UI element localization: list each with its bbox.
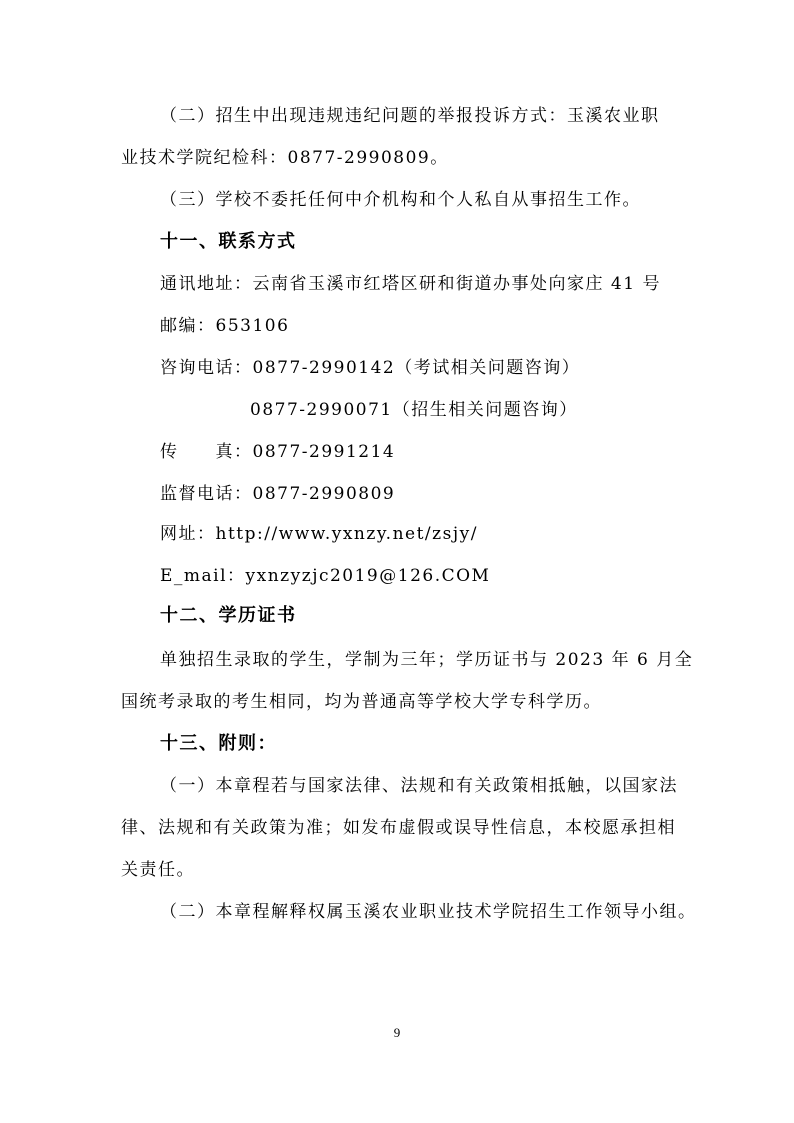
diploma-paragraph-line-2: 国统考录取的考生相同，均为普通高等学校大学专科学历。 (121, 692, 602, 712)
section-heading-contact: 十一、联系方式 (160, 231, 297, 252)
contact-supervision-phone: 监督电话：0877-2990809 (160, 484, 396, 504)
contact-address: 通讯地址：云南省玉溪市红塔区研和街道办事处向家庄 41 号 (160, 274, 661, 294)
contact-postcode: 邮编：653106 (160, 316, 290, 336)
complaint-paragraph-line-2: 业技术学院纪检科：0877-2990809。 (121, 148, 449, 168)
supplementary-paragraph-1-line-1: （一）本章程若与国家法律、法规和有关政策相抵触，以国家法 (160, 776, 678, 796)
diploma-paragraph-line-1: 单独招生录取的学生，学制为三年；学历证书与 2023 年 6 月全 (160, 650, 694, 670)
supplementary-paragraph-1-line-2: 律、法规和有关政策为准；如发布虚假或误导性信息，本校愿承担相 (121, 818, 676, 838)
section-heading-diploma: 十二、学历证书 (160, 605, 297, 626)
supplementary-paragraph-2: （二）本章程解释权属玉溪农业职业技术学院招生工作领导小组。 (160, 902, 697, 922)
contact-phone-admission: 0877-2990071（招生相关问题咨询） (250, 400, 578, 420)
complaint-paragraph-line-1: （二）招生中出现违规违纪问题的举报投诉方式：玉溪农业职 (160, 106, 660, 126)
section-heading-supplementary: 十三、附则： (160, 733, 277, 754)
page-number: 9 (393, 1025, 401, 1040)
contact-phone-exam: 咨询电话：0877-2990142（考试相关问题咨询） (160, 358, 581, 378)
no-agency-paragraph: （三）学校不委托任何中介机构和个人私自从事招生工作。 (160, 190, 641, 210)
supplementary-paragraph-1-line-3: 关责任。 (121, 860, 195, 880)
contact-website: 网址：http://www.yxnzy.net/zsjy/ (160, 524, 478, 544)
contact-email: E_mail：yxnzyzjc2019@126.COM (160, 566, 491, 586)
contact-fax: 传 真：0877-2991214 (160, 442, 396, 462)
